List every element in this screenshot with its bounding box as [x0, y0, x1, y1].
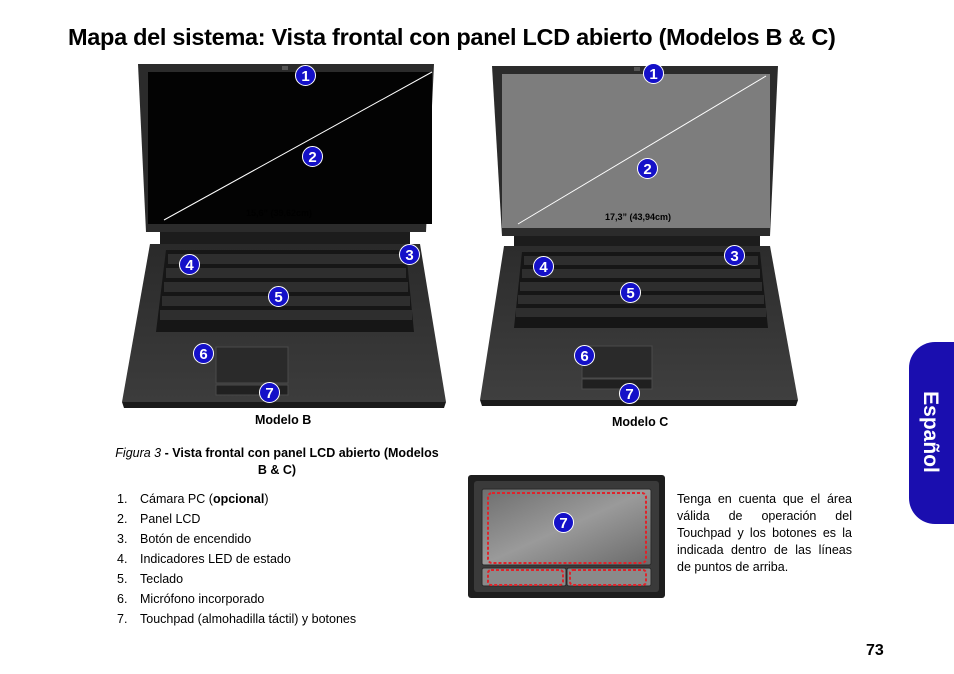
callout-2-model-c: 2: [637, 158, 658, 179]
laptop-model-c-image: [478, 62, 800, 408]
page-title: Mapa del sistema: Vista frontal con panel LCD abierto (Modelos B & C): [68, 24, 836, 50]
model-b-label: Modelo B: [255, 413, 312, 427]
touchpad-note: Tenga en cuenta que el área válida de operación del Touchpad y los botones es la indicada dentro de las líneas de puntos de arriba.: [677, 492, 852, 574]
callout-5-model-b: 5: [268, 286, 289, 307]
page-number: 73: [866, 642, 884, 659]
callout-1-model-c: 1: [643, 63, 664, 84]
callout-6-model-b: 6: [193, 343, 214, 364]
callout-4-model-b: 4: [179, 254, 200, 275]
callout-1-model-b: 1: [295, 65, 316, 86]
screen-size-model-b: 15,6” (39,62cm): [246, 208, 313, 218]
callout-6-model-c: 6: [574, 345, 595, 366]
language-tab-label: Español: [919, 391, 942, 473]
list-item: 3. Botón de encendido: [117, 532, 252, 546]
list-item: 7. Touchpad (almohadilla táctil) y botones: [117, 612, 357, 626]
model-c-label: Modelo C: [612, 415, 669, 429]
list-item: 5. Teclado: [117, 572, 184, 586]
callout-7-touchpad: 7: [553, 512, 574, 533]
screen-size-model-c: 17,3” (43,94cm): [605, 212, 672, 222]
caption-prefix: Figura 3: [115, 446, 162, 460]
list-item: 4. Indicadores LED de estado: [117, 552, 291, 566]
caption-text: - Vista frontal con panel LCD abierto (Modelos B & C): [161, 446, 439, 477]
touchpad-closeup-image: [468, 475, 665, 598]
callout-3-model-c: 3: [724, 245, 745, 266]
figure-caption: [110, 445, 444, 479]
callout-7-model-c: 7: [619, 383, 640, 404]
component-list: [117, 491, 356, 631]
list-item: 2. Panel LCD: [117, 512, 201, 526]
callout-2-model-b: 2: [302, 146, 323, 167]
laptop-model-b-image: [120, 62, 452, 410]
callout-4-model-c: 4: [533, 256, 554, 277]
list-item: 6. Micrófono incorporado: [117, 592, 265, 606]
callout-3-model-b: 3: [399, 244, 420, 265]
callout-7-model-b: 7: [259, 382, 280, 403]
callout-5-model-c: 5: [620, 282, 641, 303]
list-item: 1. Cámara PC (opcional): [117, 492, 269, 506]
